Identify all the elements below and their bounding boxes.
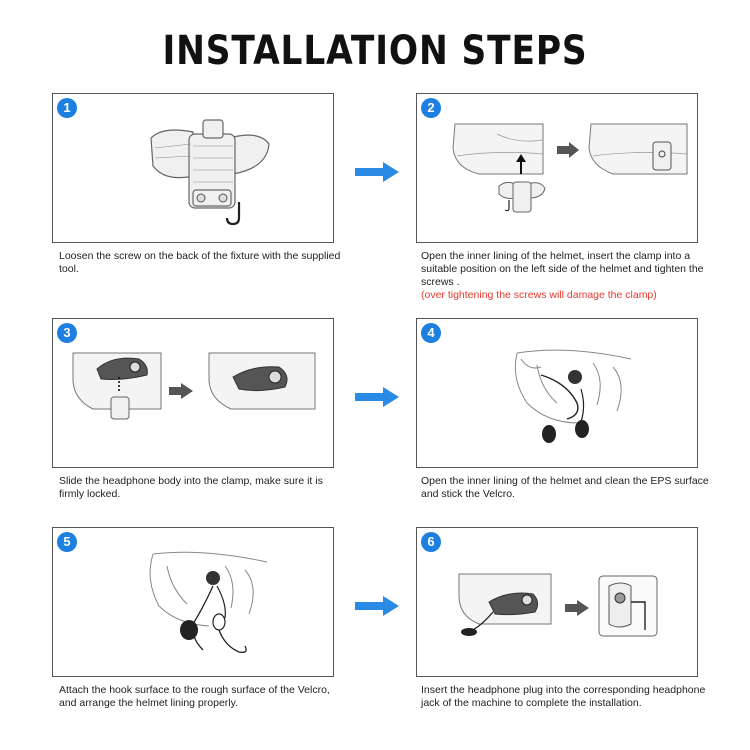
step-5-caption	[59, 684, 349, 710]
step-5-badge: 5	[57, 532, 77, 552]
right-arrow-icon	[355, 387, 399, 407]
step-1-panel	[52, 93, 334, 243]
step-2-badge: 2	[421, 98, 441, 118]
step-5-text: Attach the hook surface to the rough surface of the Velcro, and arrange the helmet lining properly.	[59, 684, 330, 709]
helmet-velcro-illustration	[417, 319, 698, 468]
step-2-panel	[416, 93, 698, 243]
headphone-plug-insert-illustration	[417, 528, 698, 677]
step-2-text: Open the inner lining of the helmet, insert the clamp into a suitable position on the left side of the helmet and tighten the screws .	[421, 250, 704, 288]
fixture-clamp-illustration	[53, 94, 334, 243]
step-1-caption	[59, 250, 349, 276]
step-6-text: Insert the headphone plug into the corresponding headphone jack of the machine to complete the installation.	[421, 684, 706, 709]
step-5-panel	[52, 527, 334, 677]
step-3-badge: 3	[57, 323, 77, 343]
step-2-caption	[421, 250, 711, 302]
hook-velcro-attach-illustration	[53, 528, 334, 677]
step-4-caption	[421, 475, 711, 501]
step-4-text: Open the inner lining of the helmet and clean the EPS surface and stick the Velcro.	[421, 475, 709, 500]
page-title: INSTALLATION STEPS	[162, 28, 588, 74]
step-3-caption	[59, 475, 349, 501]
step-3-text: Slide the headphone body into the clamp, make sure it is firmly locked.	[59, 475, 323, 500]
step-6-panel	[416, 527, 698, 677]
step-1-text: Loosen the screw on the back of the fixture with the supplied tool.	[59, 250, 341, 275]
right-arrow-icon	[355, 596, 399, 616]
headphone-body-clamp-illustration	[53, 319, 334, 468]
step-3-panel	[52, 318, 334, 468]
step-6-badge: 6	[421, 532, 441, 552]
step-1-badge: 1	[57, 98, 77, 118]
step-4-badge: 4	[421, 323, 441, 343]
step-6-caption	[421, 684, 711, 710]
helmet-clamp-insert-illustration	[417, 94, 698, 243]
step-2-warning: (over tightening the screws will damage the clamp)	[421, 289, 657, 301]
step-4-panel	[416, 318, 698, 468]
right-arrow-icon	[355, 162, 399, 182]
